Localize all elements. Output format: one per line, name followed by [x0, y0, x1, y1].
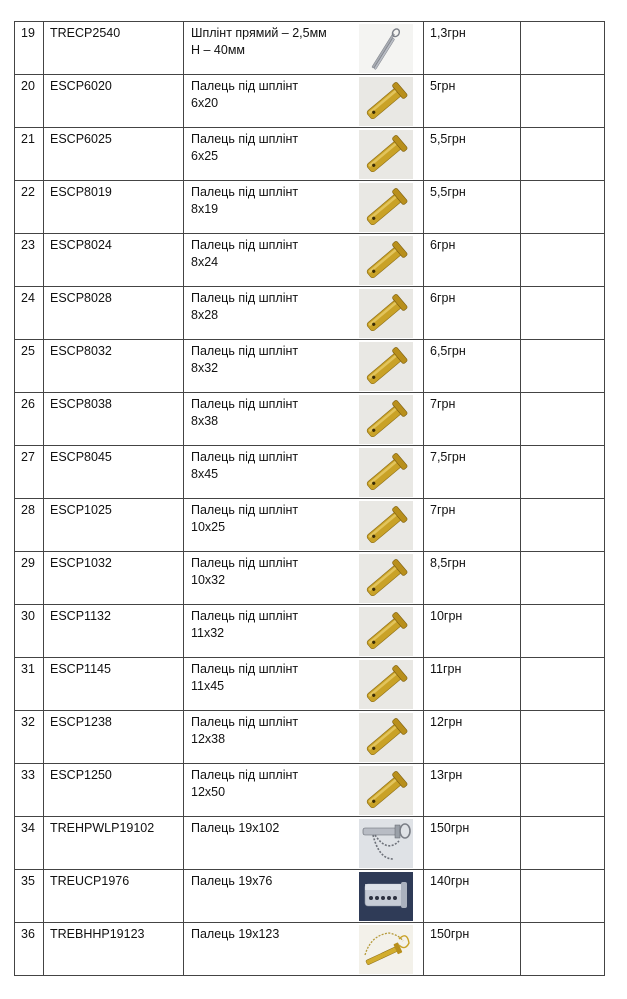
- product-code: TREUCP1976: [50, 874, 130, 888]
- price-cell: [424, 711, 521, 764]
- product-code-cell: [44, 393, 184, 446]
- product-code: ESCP8032: [50, 344, 112, 358]
- product-description: Палець під шплінт 8х28: [191, 291, 299, 322]
- price-value: 11грн: [430, 662, 462, 676]
- price-cell: [424, 605, 521, 658]
- product-description-cell: [184, 393, 424, 446]
- row-number: 22: [21, 185, 35, 199]
- price-cell: [424, 446, 521, 499]
- clevis-pin-icon: [359, 554, 413, 603]
- clevis-pin-icon: [359, 766, 413, 815]
- clevis-pin-icon: [359, 183, 413, 232]
- price-value: 10грн: [430, 609, 463, 623]
- product-description: Палець під шплінт 10х25: [191, 503, 299, 534]
- empty-cell: [521, 658, 605, 711]
- empty-cell: [521, 552, 605, 605]
- table-row: [15, 446, 605, 499]
- row-number: 30: [21, 609, 35, 623]
- price-cell: [424, 234, 521, 287]
- product-code-cell: [44, 340, 184, 393]
- empty-cell: [521, 923, 605, 976]
- product-code: ESCP6025: [50, 132, 112, 146]
- product-code: ESCP1132: [50, 609, 111, 623]
- product-description-cell: [184, 287, 424, 340]
- price-cell: [424, 181, 521, 234]
- price-cell: [424, 340, 521, 393]
- price-cell: [424, 870, 521, 923]
- clevis-pin-icon: [359, 395, 413, 444]
- empty-cell: [521, 234, 605, 287]
- product-code: ESCP1145: [50, 662, 111, 676]
- price-value: 6,5грн: [430, 344, 466, 358]
- table-row: [15, 393, 605, 446]
- price-cell: [424, 75, 521, 128]
- row-number: 23: [21, 238, 35, 252]
- table-row: [15, 552, 605, 605]
- empty-cell: [521, 22, 605, 75]
- empty-cell: [521, 340, 605, 393]
- price-value: 8,5грн: [430, 556, 466, 570]
- split-pin-icon: [359, 24, 413, 73]
- product-code-cell: [44, 923, 184, 976]
- price-value: 5,5грн: [430, 185, 466, 199]
- product-description: Палець під шплінт 8х24: [191, 238, 299, 269]
- product-description-cell: [184, 764, 424, 817]
- row-number-cell: [15, 923, 44, 976]
- clevis-pin-icon: [359, 607, 413, 656]
- price-cell: [424, 764, 521, 817]
- table-row: [15, 128, 605, 181]
- row-number: 26: [21, 397, 35, 411]
- price-value: 13грн: [430, 768, 463, 782]
- price-cell: [424, 658, 521, 711]
- product-description: Палець під шплінт 12х50: [191, 768, 299, 799]
- clevis-pin-icon: [359, 236, 413, 285]
- price-cell: [424, 552, 521, 605]
- table-row: [15, 658, 605, 711]
- product-code: ESCP8045: [50, 450, 112, 464]
- table-row: [15, 817, 605, 870]
- price-cell: [424, 393, 521, 446]
- product-code: ESCP1025: [50, 503, 112, 517]
- price-cell: [424, 128, 521, 181]
- product-description: Палець 19х123: [191, 927, 280, 941]
- price-table: [14, 21, 605, 976]
- row-number-cell: [15, 817, 44, 870]
- product-description: Палець під шплінт 8х38: [191, 397, 299, 428]
- row-number: 21: [21, 132, 35, 146]
- price-cell: [424, 287, 521, 340]
- product-description-cell: [184, 446, 424, 499]
- empty-cell: [521, 764, 605, 817]
- clevis-pin-icon: [359, 77, 413, 126]
- product-description-cell: [184, 75, 424, 128]
- row-number-cell: [15, 287, 44, 340]
- price-value: 7грн: [430, 503, 456, 517]
- price-value: 140грн: [430, 874, 470, 888]
- row-number-cell: [15, 870, 44, 923]
- clevis-pin-icon: [359, 713, 413, 762]
- product-code: ESCP1032: [50, 556, 112, 570]
- table-row: [15, 22, 605, 75]
- row-number-cell: [15, 446, 44, 499]
- lynch-pin-chain-icon: [359, 819, 413, 868]
- price-cell: [424, 923, 521, 976]
- row-number-cell: [15, 340, 44, 393]
- product-code: ESCP8019: [50, 185, 112, 199]
- price-value: 6грн: [430, 291, 456, 305]
- empty-cell: [521, 817, 605, 870]
- empty-cell: [521, 181, 605, 234]
- clevis-pin-icon: [359, 448, 413, 497]
- row-number: 29: [21, 556, 35, 570]
- product-code-cell: [44, 287, 184, 340]
- empty-cell: [521, 870, 605, 923]
- row-number-cell: [15, 234, 44, 287]
- table-row: [15, 181, 605, 234]
- row-number-cell: [15, 764, 44, 817]
- table-row: [15, 764, 605, 817]
- product-code-cell: [44, 552, 184, 605]
- row-number-cell: [15, 181, 44, 234]
- empty-cell: [521, 711, 605, 764]
- product-description: Палець під шплінт 12х38: [191, 715, 299, 746]
- product-code-cell: [44, 870, 184, 923]
- row-number-cell: [15, 711, 44, 764]
- row-number: 34: [21, 821, 35, 835]
- row-number: 33: [21, 768, 35, 782]
- product-description: Палець під шплінт 8х19: [191, 185, 299, 216]
- empty-cell: [521, 446, 605, 499]
- table-row: [15, 287, 605, 340]
- product-code-cell: [44, 658, 184, 711]
- product-code: ESCP6020: [50, 79, 112, 93]
- row-number-cell: [15, 658, 44, 711]
- product-description-cell: [184, 711, 424, 764]
- product-code: ESCP8024: [50, 238, 112, 252]
- product-description: Палець під шплінт 11х45: [191, 662, 299, 693]
- row-number: 32: [21, 715, 35, 729]
- table-row: [15, 870, 605, 923]
- row-number-cell: [15, 22, 44, 75]
- product-code: ESCP1250: [50, 768, 112, 782]
- empty-cell: [521, 605, 605, 658]
- product-code-cell: [44, 234, 184, 287]
- row-number: 27: [21, 450, 35, 464]
- row-number: 28: [21, 503, 35, 517]
- product-description: Палець під шплінт 6х20: [191, 79, 299, 110]
- clevis-pin-icon: [359, 289, 413, 338]
- product-code: TREHPWLP19102: [50, 821, 155, 835]
- row-number-cell: [15, 75, 44, 128]
- table-row: [15, 234, 605, 287]
- product-code: ESCP8028: [50, 291, 112, 305]
- price-table-body: [15, 22, 605, 976]
- product-description-cell: [184, 22, 424, 75]
- empty-cell: [521, 287, 605, 340]
- product-code-cell: [44, 764, 184, 817]
- table-row: [15, 75, 605, 128]
- empty-cell: [521, 499, 605, 552]
- row-number-cell: [15, 393, 44, 446]
- table-row: [15, 340, 605, 393]
- product-description-cell: [184, 658, 424, 711]
- price-list-sheet: [14, 21, 605, 976]
- product-code-cell: [44, 446, 184, 499]
- product-code-cell: [44, 75, 184, 128]
- product-description: Палець під шплінт 8х32: [191, 344, 299, 375]
- product-code-cell: [44, 499, 184, 552]
- row-number: 25: [21, 344, 35, 358]
- product-code: TRECP2540: [50, 26, 121, 40]
- product-description-cell: [184, 870, 424, 923]
- row-number: 35: [21, 874, 35, 888]
- product-description: Палець під шплінт 11х32: [191, 609, 299, 640]
- table-row: [15, 499, 605, 552]
- price-cell: [424, 817, 521, 870]
- table-row: [15, 711, 605, 764]
- row-number-cell: [15, 128, 44, 181]
- empty-cell: [521, 393, 605, 446]
- multi-hole-pin-icon: [359, 872, 413, 921]
- product-description-cell: [184, 817, 424, 870]
- clevis-pin-icon: [359, 660, 413, 709]
- price-value: 7грн: [430, 397, 456, 411]
- product-description: Палець під шплінт 10х32: [191, 556, 299, 587]
- product-code: ESCP8038: [50, 397, 112, 411]
- product-code-cell: [44, 817, 184, 870]
- product-code-cell: [44, 605, 184, 658]
- table-row: [15, 923, 605, 976]
- product-description: Палець 19х102: [191, 821, 280, 835]
- product-description-cell: [184, 499, 424, 552]
- price-value: 1,3грн: [430, 26, 466, 40]
- price-cell: [424, 499, 521, 552]
- row-number: 20: [21, 79, 35, 93]
- row-number: 19: [21, 26, 35, 40]
- price-value: 150грн: [430, 821, 470, 835]
- product-description-cell: [184, 605, 424, 658]
- clevis-pin-icon: [359, 130, 413, 179]
- price-value: 12грн: [430, 715, 463, 729]
- clevis-pin-icon: [359, 342, 413, 391]
- product-description-cell: [184, 128, 424, 181]
- product-description: Палець 19х76: [191, 874, 273, 888]
- product-code-cell: [44, 711, 184, 764]
- row-number: 36: [21, 927, 35, 941]
- product-description-cell: [184, 234, 424, 287]
- product-code: TREBHHP19123: [50, 927, 145, 941]
- table-row: [15, 605, 605, 658]
- row-number-cell: [15, 499, 44, 552]
- price-value: 150грн: [430, 927, 470, 941]
- price-value: 7,5грн: [430, 450, 466, 464]
- row-number: 31: [21, 662, 35, 676]
- product-code-cell: [44, 181, 184, 234]
- product-code-cell: [44, 128, 184, 181]
- product-code: ESCP1238: [50, 715, 112, 729]
- product-description: Палець під шплінт 6х25: [191, 132, 299, 163]
- clevis-pin-icon: [359, 501, 413, 550]
- price-value: 5,5грн: [430, 132, 466, 146]
- hitch-pin-chain-icon: [359, 925, 413, 974]
- product-code-cell: [44, 22, 184, 75]
- price-value: 6грн: [430, 238, 456, 252]
- product-description-cell: [184, 181, 424, 234]
- price-value: 5грн: [430, 79, 456, 93]
- product-description-cell: [184, 552, 424, 605]
- empty-cell: [521, 128, 605, 181]
- row-number-cell: [15, 605, 44, 658]
- price-cell: [424, 22, 521, 75]
- product-description-cell: [184, 340, 424, 393]
- product-description: Палець під шплінт 8х45: [191, 450, 299, 481]
- empty-cell: [521, 75, 605, 128]
- product-description-cell: [184, 923, 424, 976]
- row-number: 24: [21, 291, 35, 305]
- row-number-cell: [15, 552, 44, 605]
- product-description: Шплінт прямий – 2,5мм Н – 40мм: [191, 26, 327, 57]
